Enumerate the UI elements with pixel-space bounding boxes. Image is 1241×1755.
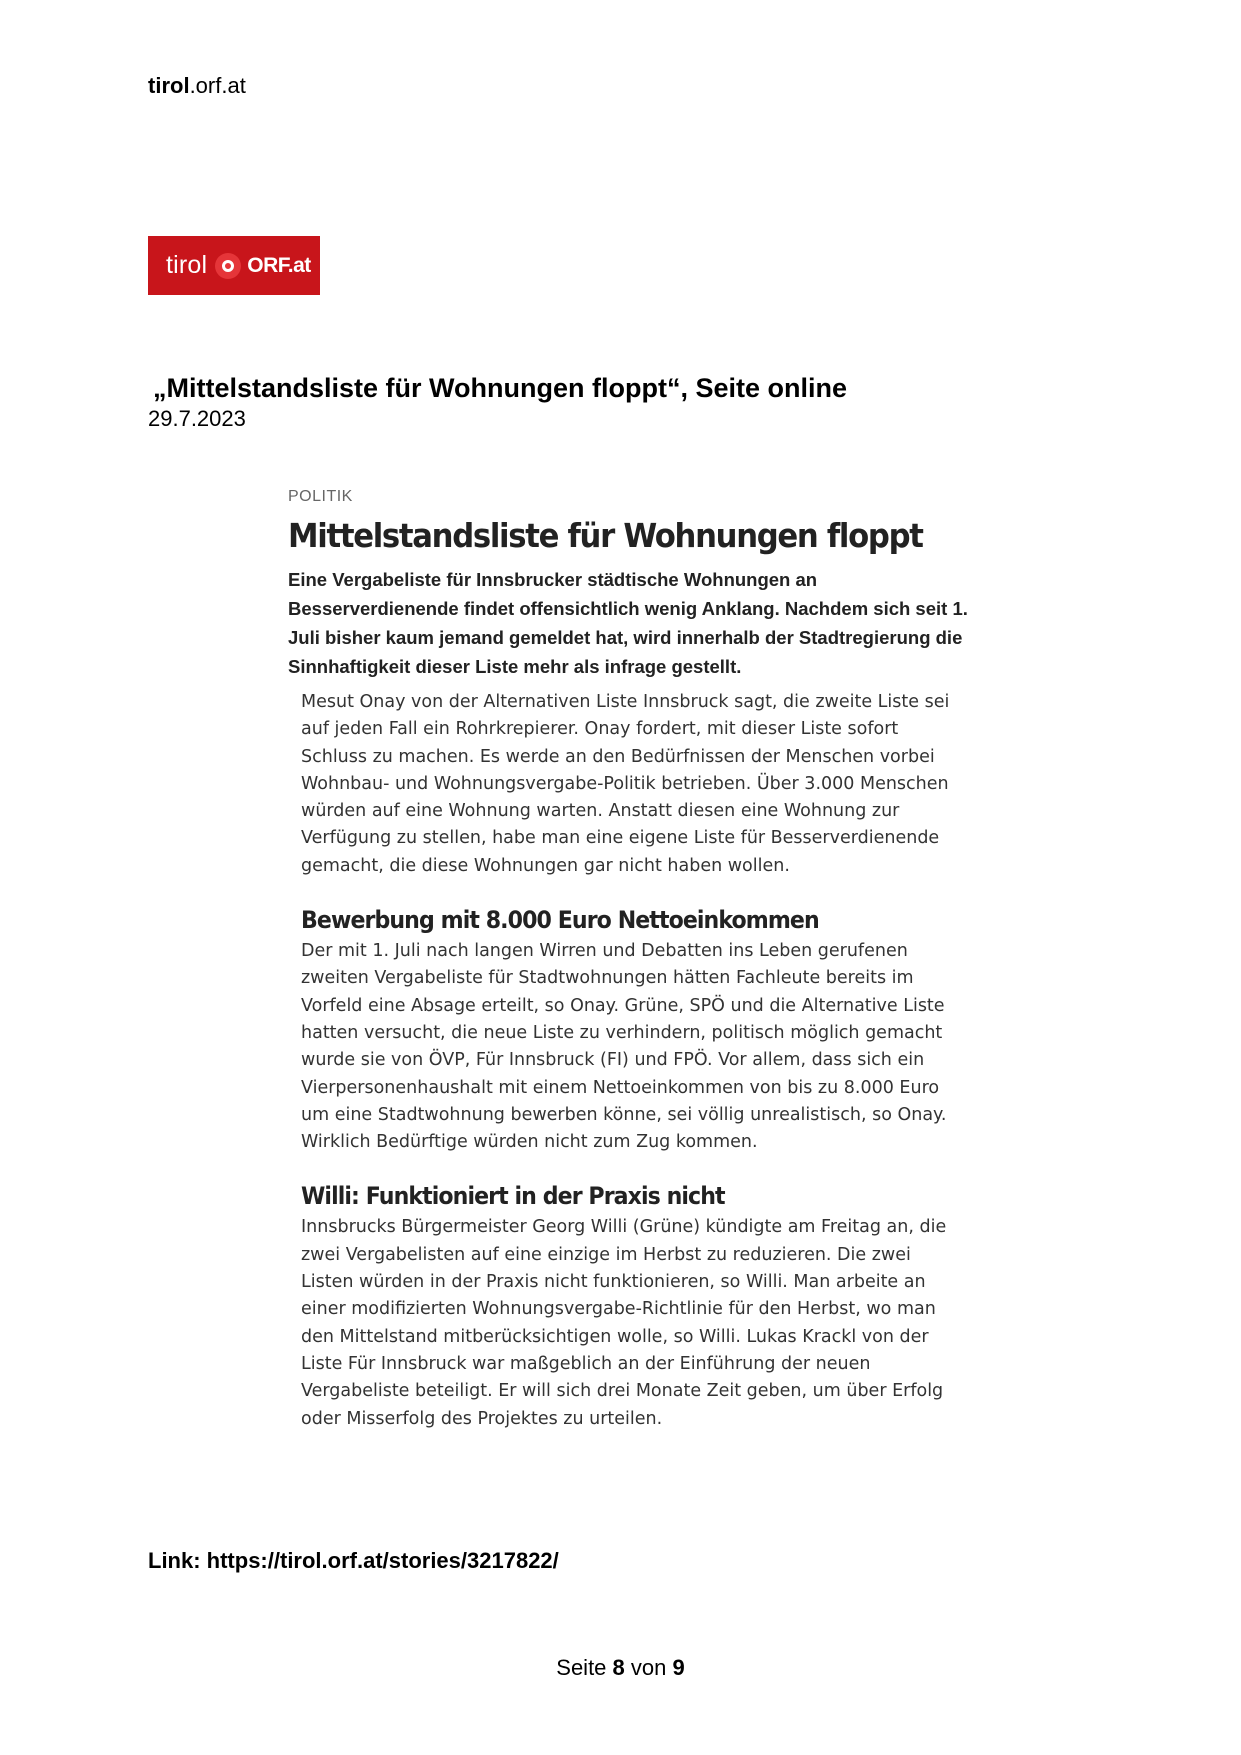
document-date: 29.7.2023 (148, 406, 246, 431)
logo-region: tirol (166, 251, 208, 279)
article-paragraph: Innsbrucks Bürgermeister Georg Willi (Grüne) kündigte am Freitag an, die zwei Vergabelisten auf eine einzige im Herbst zu reduzieren. Die zwei Listen würden in der Praxis nicht funktionieren, so Willi. Man arbeite an einer modifizierten Wohnungsvergabe-Richtlinie für den Herbst, wo man den Mittelstand mitberücksichtigen wolle, so Willi. Lukas Krackl von der Liste Für Innsbruck war maßgeblich an der Einführung der neuen Vergabeliste beteiligt. Er will sich drei Monate Zeit geben, um über Erfolg oder Misserfolg des Projektes zu urteilen. (301, 1217, 947, 1429)
site-header-rest: .orf.at (189, 73, 246, 98)
site-header-bold: tirol (148, 73, 190, 98)
footer-middle: von (624, 1655, 673, 1680)
site-header (148, 73, 246, 99)
page-footer (0, 1655, 1241, 1681)
source-link-url[interactable]: https://tirol.orf.at/stories/3217822/ (206, 1548, 559, 1573)
article-body (301, 689, 956, 1433)
article-subheading: Willi: Funktioniert in der Praxis nicht (301, 1182, 725, 1211)
article-paragraph: Der mit 1. Juli nach langen Wirren und Debatten ins Leben gerufenen zweiten Vergabeliste für Stadtwohnungen hätten Fachleute bereits im Vorfeld eine Absage erteilt, so Onay. Grüne, SPÖ und die Alternative Liste hatten versucht, die neue Liste zu verhindern, politisch möglich gemacht wurde sie von ÖVP, Für Innsbruck (FI) und FPÖ. Vor allem, dass sich ein Vierpersonenhaushalt mit einem Nettoeinkommen von bis zu 8.000 Euro um eine Stadtwohnung bewerben könne, sei völlig unrealistisch, so Onay. Wirklich Bedürftige würden nicht zum Zug kommen. (301, 941, 947, 1153)
article-paragraph: Mesut Onay von der Alternativen Liste Innsbruck sagt, die zweite Liste sei auf jeden Fall ein Rohrkrepierer. Onay fordert, mit dieser Liste sofort Schluss zu machen. Es werde an den Bedürfnissen der Menschen vorbei Wohnbau- und Wohnungsvergabe-Politik betrieben. Über 3.000 Menschen würden auf eine Wohnung warten. Anstatt diesen eine Wohnung zur Verfügung zu stellen, habe man eine eigene Liste für Besserverdienende gemacht, die diese Wohnungen gar nicht haben wollen. (301, 692, 950, 876)
article-headline: Mittelstandsliste für Wohnungen floppt (288, 516, 923, 555)
source-link[interactable] (148, 1548, 559, 1574)
article-kicker: POLITIK (288, 488, 353, 505)
document-title: „Mittelstandsliste für Wohnungen floppt“, Seite online (153, 373, 847, 403)
orf-eye-icon (215, 253, 241, 279)
logo-brand: ORF.at (247, 253, 311, 277)
orf-tirol-logo (148, 236, 320, 295)
footer-prefix: Seite (556, 1655, 613, 1680)
article-clipping (288, 488, 968, 1433)
article-subheading: Bewerbung mit 8.000 Euro Nettoeinkommen (301, 906, 819, 935)
footer-page-total: 9 (672, 1655, 685, 1680)
article-lead: Eine Vergabeliste für Innsbrucker städtische Wohnungen an Besserverdienende findet offensichtlich wenig Anklang. Nachdem sich seit 1. Juli bisher kaum jemand gemeldet hat, wird innerhalb der Stadtregierung die Sinnhaftigkeit dieser Liste mehr als infrage gestellt. (288, 569, 968, 677)
footer-page-number: 8 (612, 1655, 625, 1680)
source-link-label: Link: (148, 1548, 207, 1573)
